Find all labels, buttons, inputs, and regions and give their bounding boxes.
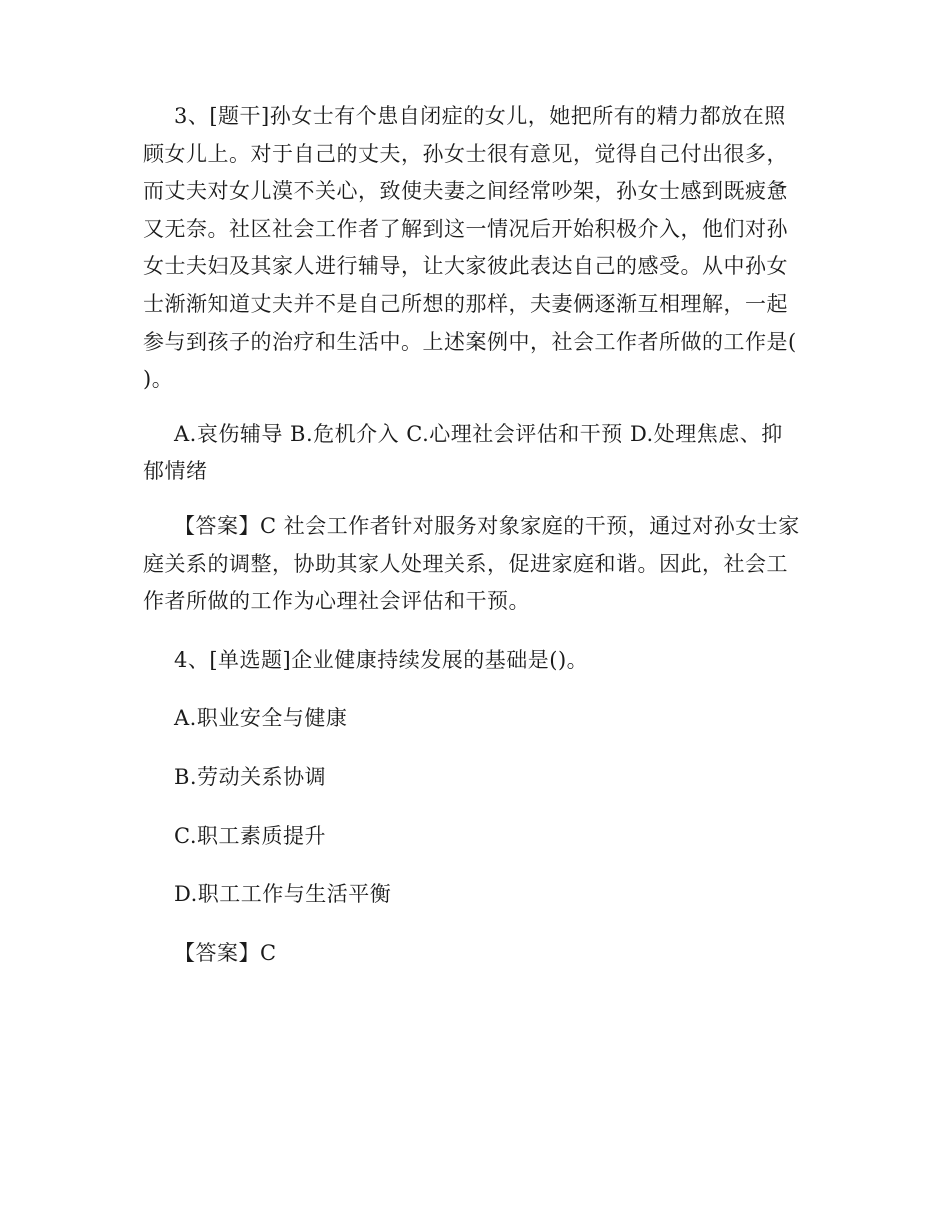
question-4-answer: 【答案】C: [174, 940, 277, 965]
question-4-option-d: D.职工工作与生活平衡: [174, 882, 392, 907]
question-4-option-c: C.职工素质提升: [174, 823, 326, 848]
question-3-options: A.哀伤辅导 B.危机介入 C.心理社会评估和干预 D.处理焦虑、抑郁情绪: [143, 421, 783, 484]
question-4-stem: 4、[单选题]企业健康持续发展的基础是()。: [174, 647, 589, 672]
question-4-option-a: A.职业安全与健康: [174, 706, 348, 731]
document-body: [143, 98, 840, 972]
question-3-stem: 3、[题干]孙女士有个患自闭症的女儿，她把所有的精力都放在照顾女儿上。对于自己的丈夫，孙女士很有意见，觉得自己付出很多，而丈夫对女儿漠不关心，致使夫妻之间经常吵架，孙女士感到既疲惫又无奈。社区社会工作者了解到这一情况后开始积极介入，他们对孙女士夫妇及其家人进行辅导，让大家彼此表达自己的感受。从中孙女士渐渐知道丈夫并不是自己所想的那样，夫妻俩逐渐互相理解，一起参与到孩子的治疗和生活中。上述案例中，社会工作者所做的工作是( )。: [143, 104, 840, 392]
question-3-answer: 【答案】C 社会工作者针对服务对象家庭的干预，通过对孙女士家庭关系的调整，协助其家人处理关系，促进家庭和谐。因此，社会工作者所做的工作为心理社会评估和干预。: [143, 513, 800, 614]
question-4-option-b: B.劳动关系协调: [174, 764, 327, 789]
